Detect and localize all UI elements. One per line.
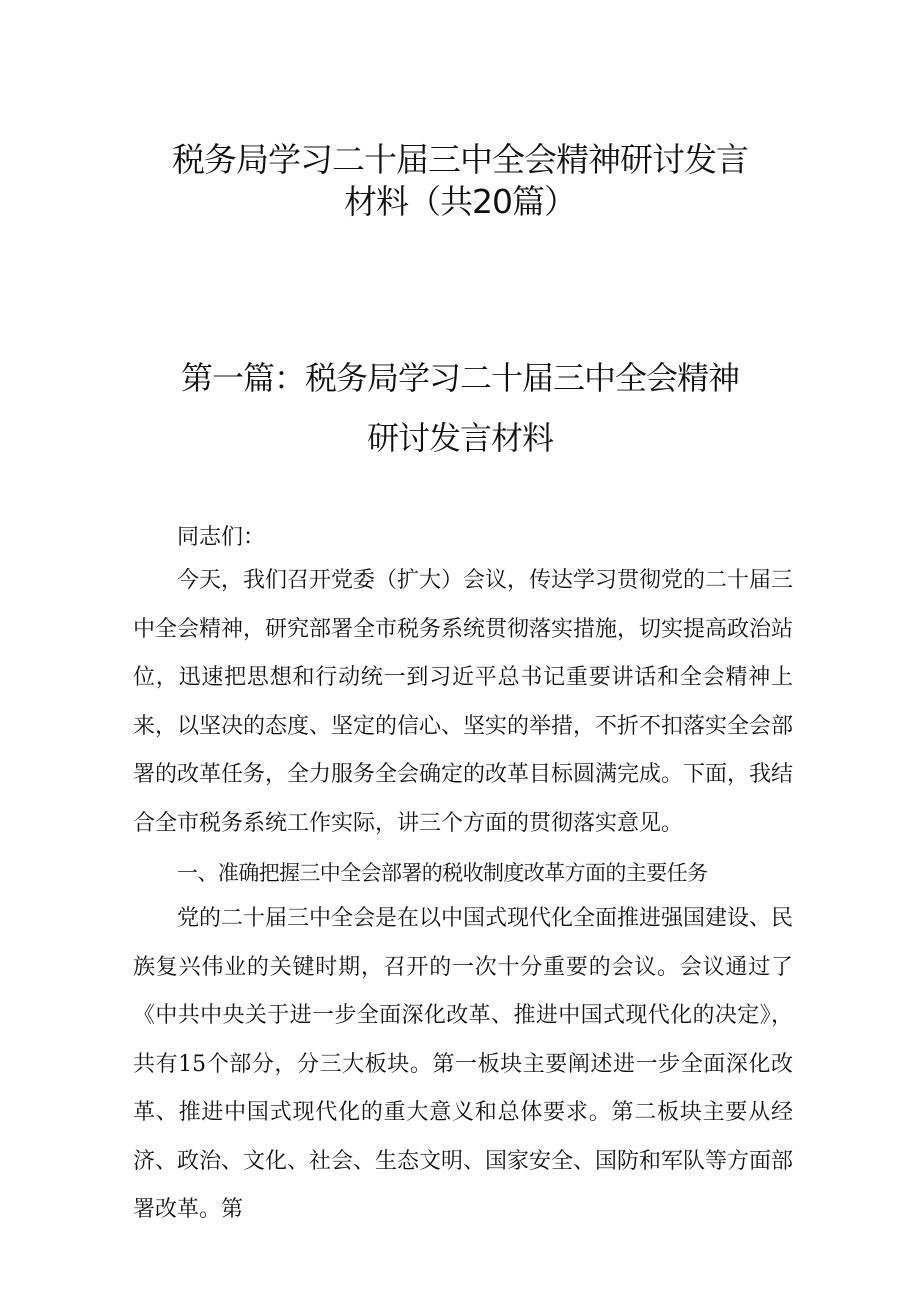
section-title-line-1: 第一篇：税务局学习二十届三中全会精神	[180, 359, 739, 397]
section-title-line-2: 研讨发言材料	[366, 419, 553, 457]
document-title-line-2: 材料（共20篇）	[344, 182, 576, 221]
body-paragraph-2: 党的二十届三中全会是在以中国式现代化全面推进强国建设、民族复兴伟业的关键时期，召开的一次十分重要的会议。会议通过了《中共中央关于进一步全面深化改革、推进中国式现代化的决定》，共有15个部分，分三大板块。第一板块主要阐述进一步全面深化改革、推进中国式现代化的重大意义和总体要求。第二板块主要从经济、政治、文化、社会、生态文明、国家安全、国防和军队等方面部署改革。第	[133, 906, 794, 1222]
section-heading-1: 一、准确把握三中全会部署的税收制度改革方面的主要任务	[177, 861, 708, 885]
document-title-line-1: 税务局学习二十届三中全会精神研讨发言	[172, 140, 748, 179]
body-paragraph-1: 今天，我们召开党委（扩大）会议，传达学习贯彻党的二十届三中全会精神，研究部署全市税务系统贯彻落实措施，切实提高政治站位，迅速把思想和行动统一到习近平总书记重要讲话和全会精神上来，以坚决的态度、坚定的信心、坚实的举措，不折不扣落实全会部署的改革任务，全力服务全会确定的改革目标圆满完成。下面，我结合全市税务系统工作实际，讲三个方面的贯彻落实意见。	[133, 568, 794, 836]
greeting: 同志们：	[177, 525, 266, 550]
